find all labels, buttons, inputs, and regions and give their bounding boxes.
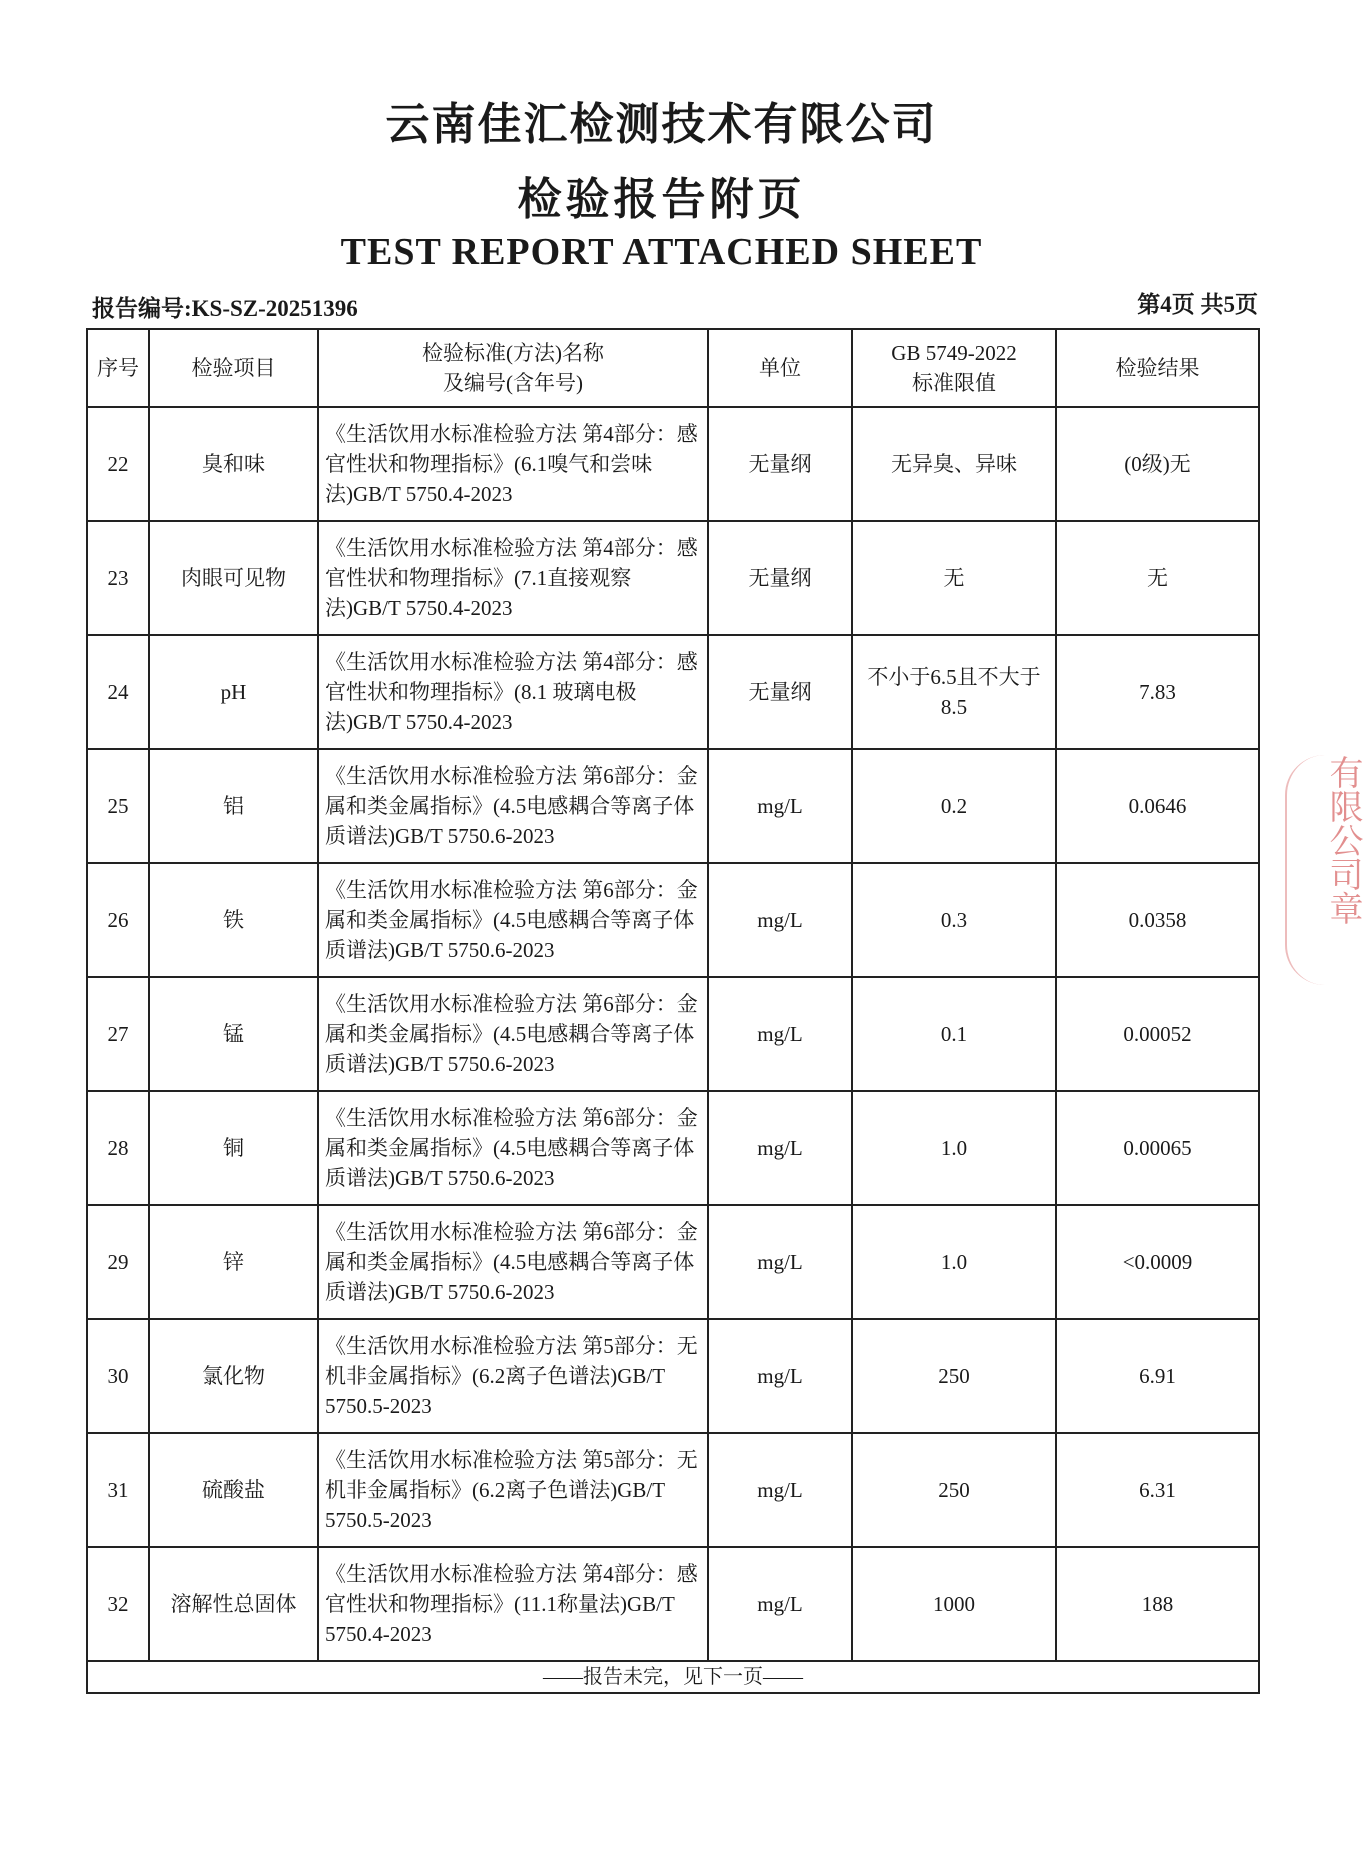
cell-unit: mg/L	[708, 1433, 852, 1547]
cell-result: 188	[1056, 1547, 1259, 1661]
cell-item: 锌	[149, 1205, 318, 1319]
cell-unit: mg/L	[708, 749, 852, 863]
header-limit-line1: GB 5749-2022	[891, 341, 1017, 365]
cell-seq: 30	[87, 1319, 149, 1433]
table-row	[87, 749, 1259, 863]
cell-seq: 28	[87, 1091, 149, 1205]
cell-limit: 250	[852, 1433, 1056, 1547]
cell-result: 6.31	[1056, 1433, 1259, 1547]
cell-method: 《生活饮用水标准检验方法 第6部分：金属和类金属指标》(4.5电感耦合等离子体质谱法)GB/T 5750.6-2023	[318, 863, 708, 977]
cell-limit: 0.1	[852, 977, 1056, 1091]
cell-result: 0.0646	[1056, 749, 1259, 863]
cell-result: 0.00052	[1056, 977, 1259, 1091]
cell-item: 铁	[149, 863, 318, 977]
cell-unit: mg/L	[708, 1319, 852, 1433]
report-number: 报告编号:KS-SZ-20251396	[92, 296, 358, 321]
cell-limit: 1.0	[852, 1205, 1056, 1319]
cell-result: 无	[1056, 521, 1259, 635]
cell-result: 0.0358	[1056, 863, 1259, 977]
table-row	[87, 1205, 1259, 1319]
table-row	[87, 863, 1259, 977]
cell-unit: mg/L	[708, 977, 852, 1091]
page-indicator: 第4页 共5页	[1137, 292, 1258, 317]
company-seal-stamp: 有限公司章	[1285, 755, 1367, 985]
cell-seq: 26	[87, 863, 149, 977]
cell-limit: 0.3	[852, 863, 1056, 977]
table-footer-row	[87, 1661, 1259, 1693]
header-limit-line2: 标准限值	[912, 371, 996, 395]
company-name: 云南佳汇检测技术有限公司	[385, 99, 938, 150]
table-row	[87, 1547, 1259, 1661]
cell-unit: mg/L	[708, 1205, 852, 1319]
cell-limit: 无异臭、异味	[852, 407, 1056, 521]
cell-item: 肉眼可见物	[149, 521, 318, 635]
table-body	[87, 407, 1259, 1661]
header-unit: 单位	[708, 329, 852, 407]
cell-method: 《生活饮用水标准检验方法 第4部分：感官性状和物理指标》(7.1直接观察法)GB/T 5750.4-2023	[318, 521, 708, 635]
cell-limit: 0.2	[852, 749, 1056, 863]
cell-unit: mg/L	[708, 1547, 852, 1661]
cell-limit: 1000	[852, 1547, 1056, 1661]
results-table	[86, 328, 1260, 1694]
cell-item: 氯化物	[149, 1319, 318, 1433]
continuation-note: ——报告未完，见下一页——	[87, 1661, 1259, 1693]
cell-seq: 24	[87, 635, 149, 749]
cell-method: 《生活饮用水标准检验方法 第4部分：感官性状和物理指标》(6.1嗅气和尝味法)GB/T 5750.4-2023	[318, 407, 708, 521]
cell-unit: mg/L	[708, 1091, 852, 1205]
cell-unit: mg/L	[708, 863, 852, 977]
cell-method: 《生活饮用水标准检验方法 第5部分：无机非金属指标》(6.2离子色谱法)GB/T 5750.5-2023	[318, 1433, 708, 1547]
cell-item: pH	[149, 635, 318, 749]
cell-item: 溶解性总固体	[149, 1547, 318, 1661]
report-subtitle-english: TEST REPORT ATTACHED SHEET	[340, 231, 983, 273]
cell-item: 硫酸盐	[149, 1433, 318, 1547]
cell-limit: 不小于6.5且不大于8.5	[852, 635, 1056, 749]
cell-limit: 无	[852, 521, 1056, 635]
header-method-line2: 及编号(含年号)	[443, 371, 583, 395]
cell-limit: 1.0	[852, 1091, 1056, 1205]
cell-seq: 32	[87, 1547, 149, 1661]
cell-result: 7.83	[1056, 635, 1259, 749]
cell-unit: 无量纲	[708, 635, 852, 749]
header-limit	[852, 329, 1056, 407]
cell-method: 《生活饮用水标准检验方法 第6部分：金属和类金属指标》(4.5电感耦合等离子体质谱法)GB/T 5750.6-2023	[318, 1091, 708, 1205]
cell-method: 《生活饮用水标准检验方法 第5部分：无机非金属指标》(6.2离子色谱法)GB/T 5750.5-2023	[318, 1319, 708, 1433]
table-row	[87, 1433, 1259, 1547]
table-row	[87, 1091, 1259, 1205]
cell-seq: 27	[87, 977, 149, 1091]
cell-method: 《生活饮用水标准检验方法 第6部分：金属和类金属指标》(4.5电感耦合等离子体质谱法)GB/T 5750.6-2023	[318, 1205, 708, 1319]
table-row	[87, 407, 1259, 521]
cell-unit: 无量纲	[708, 407, 852, 521]
table-header-row	[87, 329, 1259, 407]
table-row	[87, 1319, 1259, 1433]
cell-seq: 31	[87, 1433, 149, 1547]
cell-result: <0.0009	[1056, 1205, 1259, 1319]
cell-item: 臭和味	[149, 407, 318, 521]
cell-seq: 25	[87, 749, 149, 863]
header-seq: 序号	[87, 329, 149, 407]
cell-method: 《生活饮用水标准检验方法 第6部分：金属和类金属指标》(4.5电感耦合等离子体质谱法)GB/T 5750.6-2023	[318, 749, 708, 863]
table-row	[87, 635, 1259, 749]
cell-seq: 23	[87, 521, 149, 635]
cell-method: 《生活饮用水标准检验方法 第6部分：金属和类金属指标》(4.5电感耦合等离子体质谱法)GB/T 5750.6-2023	[318, 977, 708, 1091]
cell-result: 6.91	[1056, 1319, 1259, 1433]
cell-result: 0.00065	[1056, 1091, 1259, 1205]
cell-method: 《生活饮用水标准检验方法 第4部分：感官性状和物理指标》(8.1 玻璃电极法)GB/T 5750.4-2023	[318, 635, 708, 749]
header-item: 检验项目	[149, 329, 318, 407]
header-result: 检验结果	[1056, 329, 1259, 407]
cell-seq: 29	[87, 1205, 149, 1319]
header-method-line1: 检验标准(方法)名称	[422, 341, 604, 365]
cell-seq: 22	[87, 407, 149, 521]
cell-limit: 250	[852, 1319, 1056, 1433]
cell-item: 铝	[149, 749, 318, 863]
table-row	[87, 521, 1259, 635]
report-subtitle: 检验报告附页	[517, 174, 806, 225]
cell-unit: 无量纲	[708, 521, 852, 635]
table-row	[87, 977, 1259, 1091]
cell-method: 《生活饮用水标准检验方法 第4部分：感官性状和物理指标》(11.1称量法)GB/T 5750.4-2023	[318, 1547, 708, 1661]
cell-item: 锰	[149, 977, 318, 1091]
cell-result: (0级)无	[1056, 407, 1259, 521]
header-method	[318, 329, 708, 407]
cell-item: 铜	[149, 1091, 318, 1205]
